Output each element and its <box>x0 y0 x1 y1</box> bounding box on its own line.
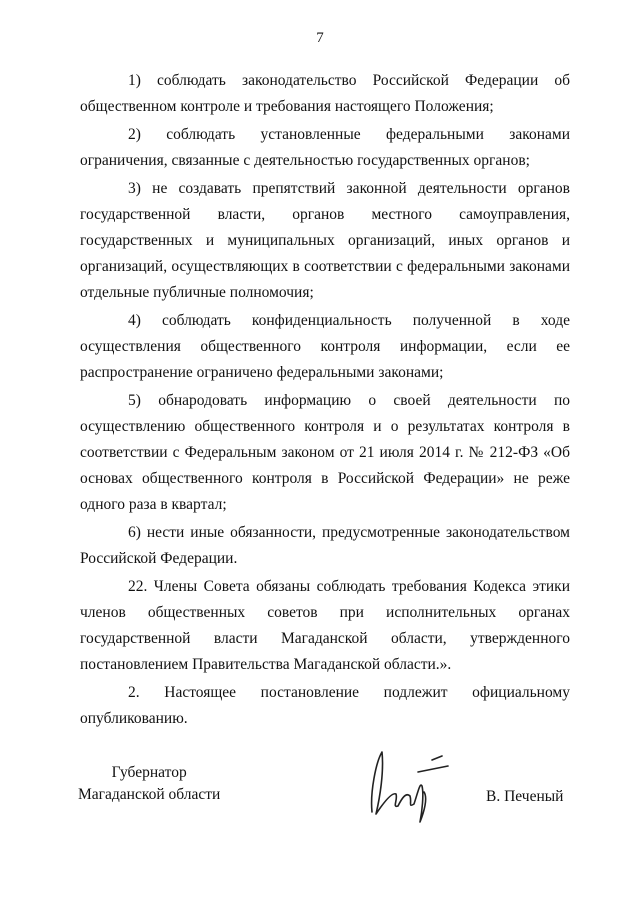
paragraph-1: 1) соблюдать законодательство Российской Федерации об общественном контроле и требования настоящего Положения; <box>80 72 570 115</box>
paragraph-22: 22. Члены Совета обязаны соблюдать требования Кодекса этики членов общественных советов при исполнительных органах государственной власти Магаданской области, утвержденного постановлением Правительства Магаданской области.». <box>80 578 570 673</box>
document-body <box>80 68 570 734</box>
page-number: 7 <box>316 30 324 46</box>
signatory-position-line1: Губернатор <box>111 764 187 781</box>
signatory-name: В. Печеный <box>486 788 564 805</box>
paragraph-4: 4) соблюдать конфиденциальность полученной в ходе осуществления общественного контроля информации, если ее распространение ограничено федеральными законами; <box>80 312 570 381</box>
paragraph-3: 3) не создавать препятствий законной деятельности органов государственной власти, органов местного самоуправления, государственных и муниципальных организаций, иных органов и организаций, осуществляющих в соответствии с федеральными законами отдельные публичные полномочия; <box>80 180 570 301</box>
paragraph-publication: 2. Настоящее постановление подлежит официальному опубликованию. <box>80 684 570 727</box>
handwritten-signature <box>362 742 462 832</box>
paragraph-5: 5) обнародовать информацию о своей деятельности по осуществлению общественного контроля и о результатах контроля в соответствии с Федеральным законом от 21 июля 2014 г. № 212-ФЗ «Об основах общественного контроля в Российской Федерации» не реже одного раза в квартал; <box>80 392 570 513</box>
signatory-position-line2: Магаданской области <box>78 786 221 803</box>
paragraph-6: 6) нести иные обязанности, предусмотренные законодательством Российской Федерации. <box>80 524 570 567</box>
signatory-position <box>78 762 220 806</box>
paragraph-2: 2) соблюдать установленные федеральными законами ограничения, связанные с деятельностью государственных органов; <box>80 126 570 169</box>
